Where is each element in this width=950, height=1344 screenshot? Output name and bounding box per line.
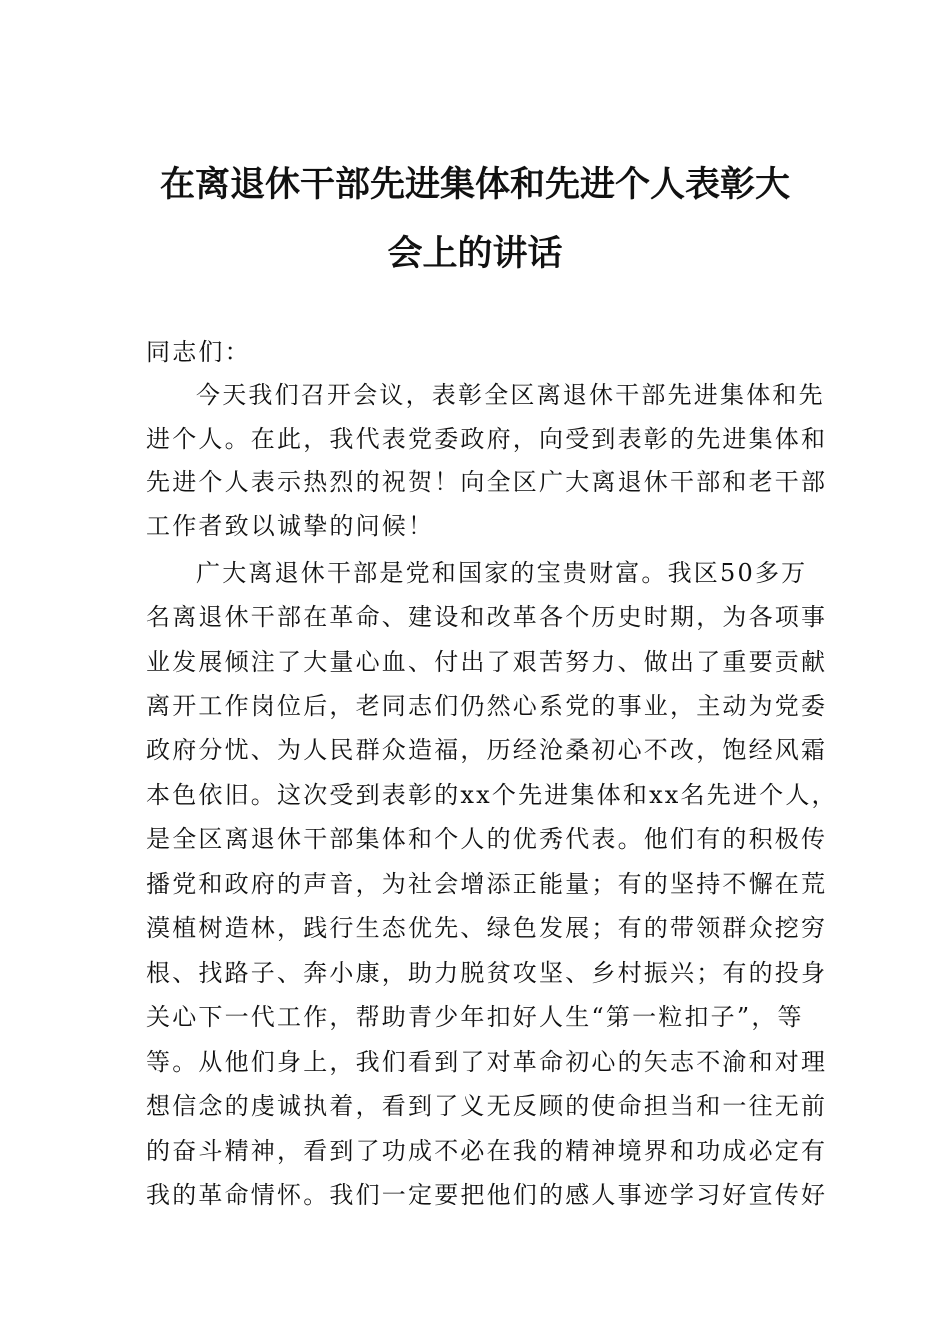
paragraph-2-line: 本色依旧。这次受到表彰的xx个先进集体和xx名先进个人， [146, 781, 838, 809]
paragraph-2-line: 根、找路子、奔小康，助力脱贫攻坚、乡村振兴；有的投身 [146, 959, 828, 987]
paragraph-1-line: 进个人。在此，我代表党委政府，向受到表彰的先进集体和 [146, 425, 828, 453]
paragraph-2-line: 广大离退休干部是党和国家的宝贵财富。我区50多万 [196, 559, 808, 587]
paragraph-2-line: 想信念的虔诚执着，看到了义无反顾的使命担当和一往无前 [146, 1092, 828, 1120]
paragraph-2-line: 离开工作岗位后，老同志们仍然心系党的事业，主动为党委 [146, 692, 828, 720]
paragraph-2-line: 政府分忧、为人民群众造福，历经沧桑初心不改，饱经风霜 [146, 736, 828, 764]
paragraph-2-line: 名离退休干部在革命、建设和改革各个历史时期，为各项事 [146, 603, 828, 631]
document-title-line-2: 会上的讲话 [387, 233, 563, 274]
paragraph-2-line: 等。从他们身上，我们看到了对革命初心的矢志不渝和对理 [146, 1048, 828, 1076]
paragraph-1-line: 工作者致以诚挚的问候！ [146, 512, 435, 540]
paragraph-2-line: 漠植树造林，践行生态优先、绿色发展；有的带领群众挖穷 [146, 914, 828, 942]
document-title-line-1: 在离退休干部先进集体和先进个人表彰大 [159, 164, 790, 205]
salutation: 同志们： [146, 338, 251, 366]
paragraph-2-line: 我的革命情怀。我们一定要把他们的感人事迹学习好宣传好 [146, 1181, 828, 1209]
paragraph-2-line: 的奋斗精神，看到了功成不必在我的精神境界和功成必定有 [146, 1137, 828, 1165]
paragraph-2-line: 播党和政府的声音，为社会增添正能量；有的坚持不懈在荒 [146, 870, 828, 898]
paragraph-2-line: 是全区离退休干部集体和个人的优秀代表。他们有的积极传 [146, 825, 828, 853]
paragraph-1-line: 今天我们召开会议，表彰全区离退休干部先进集体和先 [196, 381, 825, 409]
paragraph-2-line: 业发展倾注了大量心血、付出了艰苦努力、做出了重要贡献 [146, 648, 828, 676]
paragraph-2-line: 关心下一代工作，帮助青少年扣好人生“第一粒扣子”，等 [146, 1003, 804, 1031]
paragraph-1-line: 先进个人表示热烈的祝贺！向全区广大离退休干部和老干部 [146, 468, 828, 496]
